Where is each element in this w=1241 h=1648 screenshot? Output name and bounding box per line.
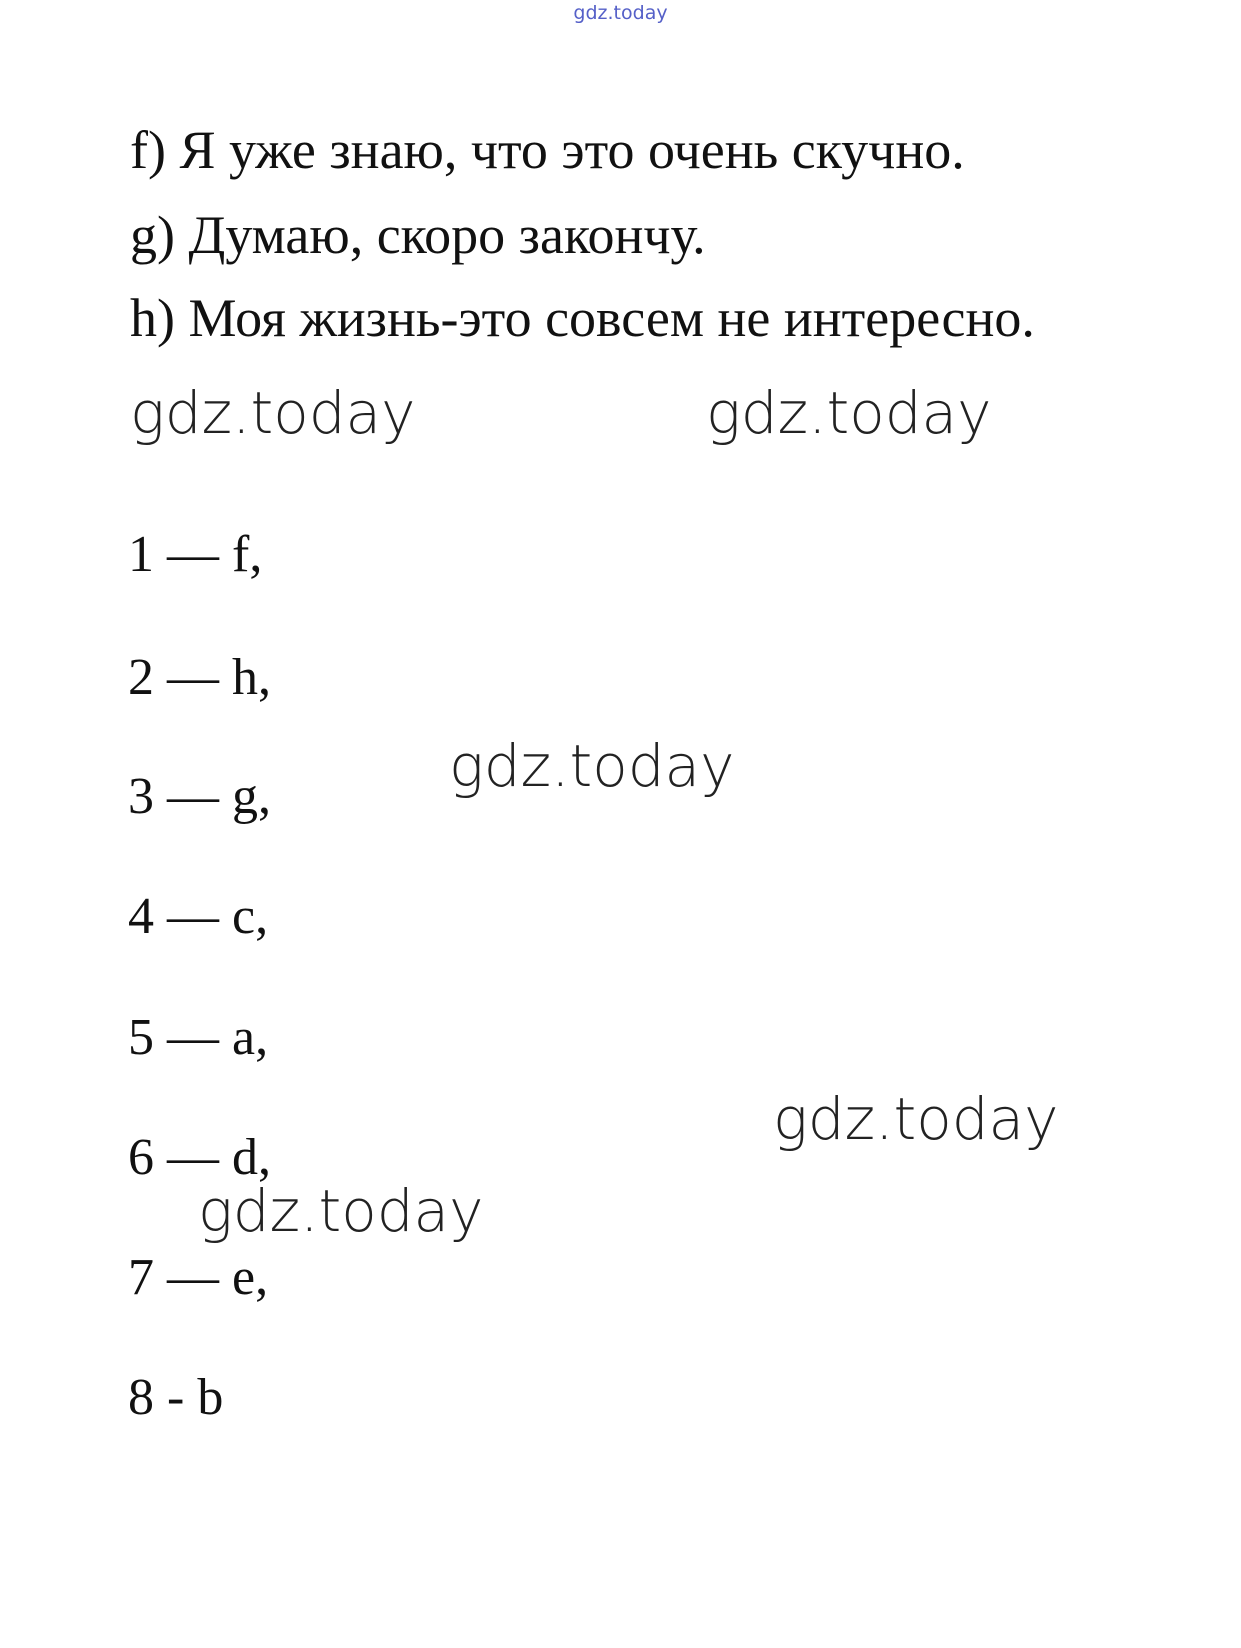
answer-7: 7 — e, — [128, 1249, 269, 1306]
answer-5: 5 — a, — [128, 1009, 269, 1066]
watermark-1: gdz.today — [130, 379, 416, 447]
watermark-5: gdz.today — [198, 1177, 484, 1245]
header-watermark: gdz.today — [573, 2, 668, 24]
sentence-g: g) Думаю, скоро закончу. — [130, 205, 706, 265]
watermark-4: gdz.today — [773, 1085, 1059, 1153]
watermark-2: gdz.today — [706, 379, 992, 447]
answer-8: 8 - b — [128, 1369, 224, 1426]
answer-1: 1 — f, — [128, 526, 263, 583]
answer-2: 2 — h, — [128, 649, 271, 706]
answer-3: 3 — g, — [128, 768, 271, 825]
sentence-f: f) Я уже знаю, что это очень скучно. — [130, 120, 965, 180]
answer-4: 4 — c, — [128, 888, 269, 945]
sentence-h: h) Моя жизнь-это совсем не интересно. — [130, 288, 1035, 348]
answer-6: 6 — d, — [128, 1129, 271, 1186]
watermark-3: gdz.today — [449, 732, 735, 800]
